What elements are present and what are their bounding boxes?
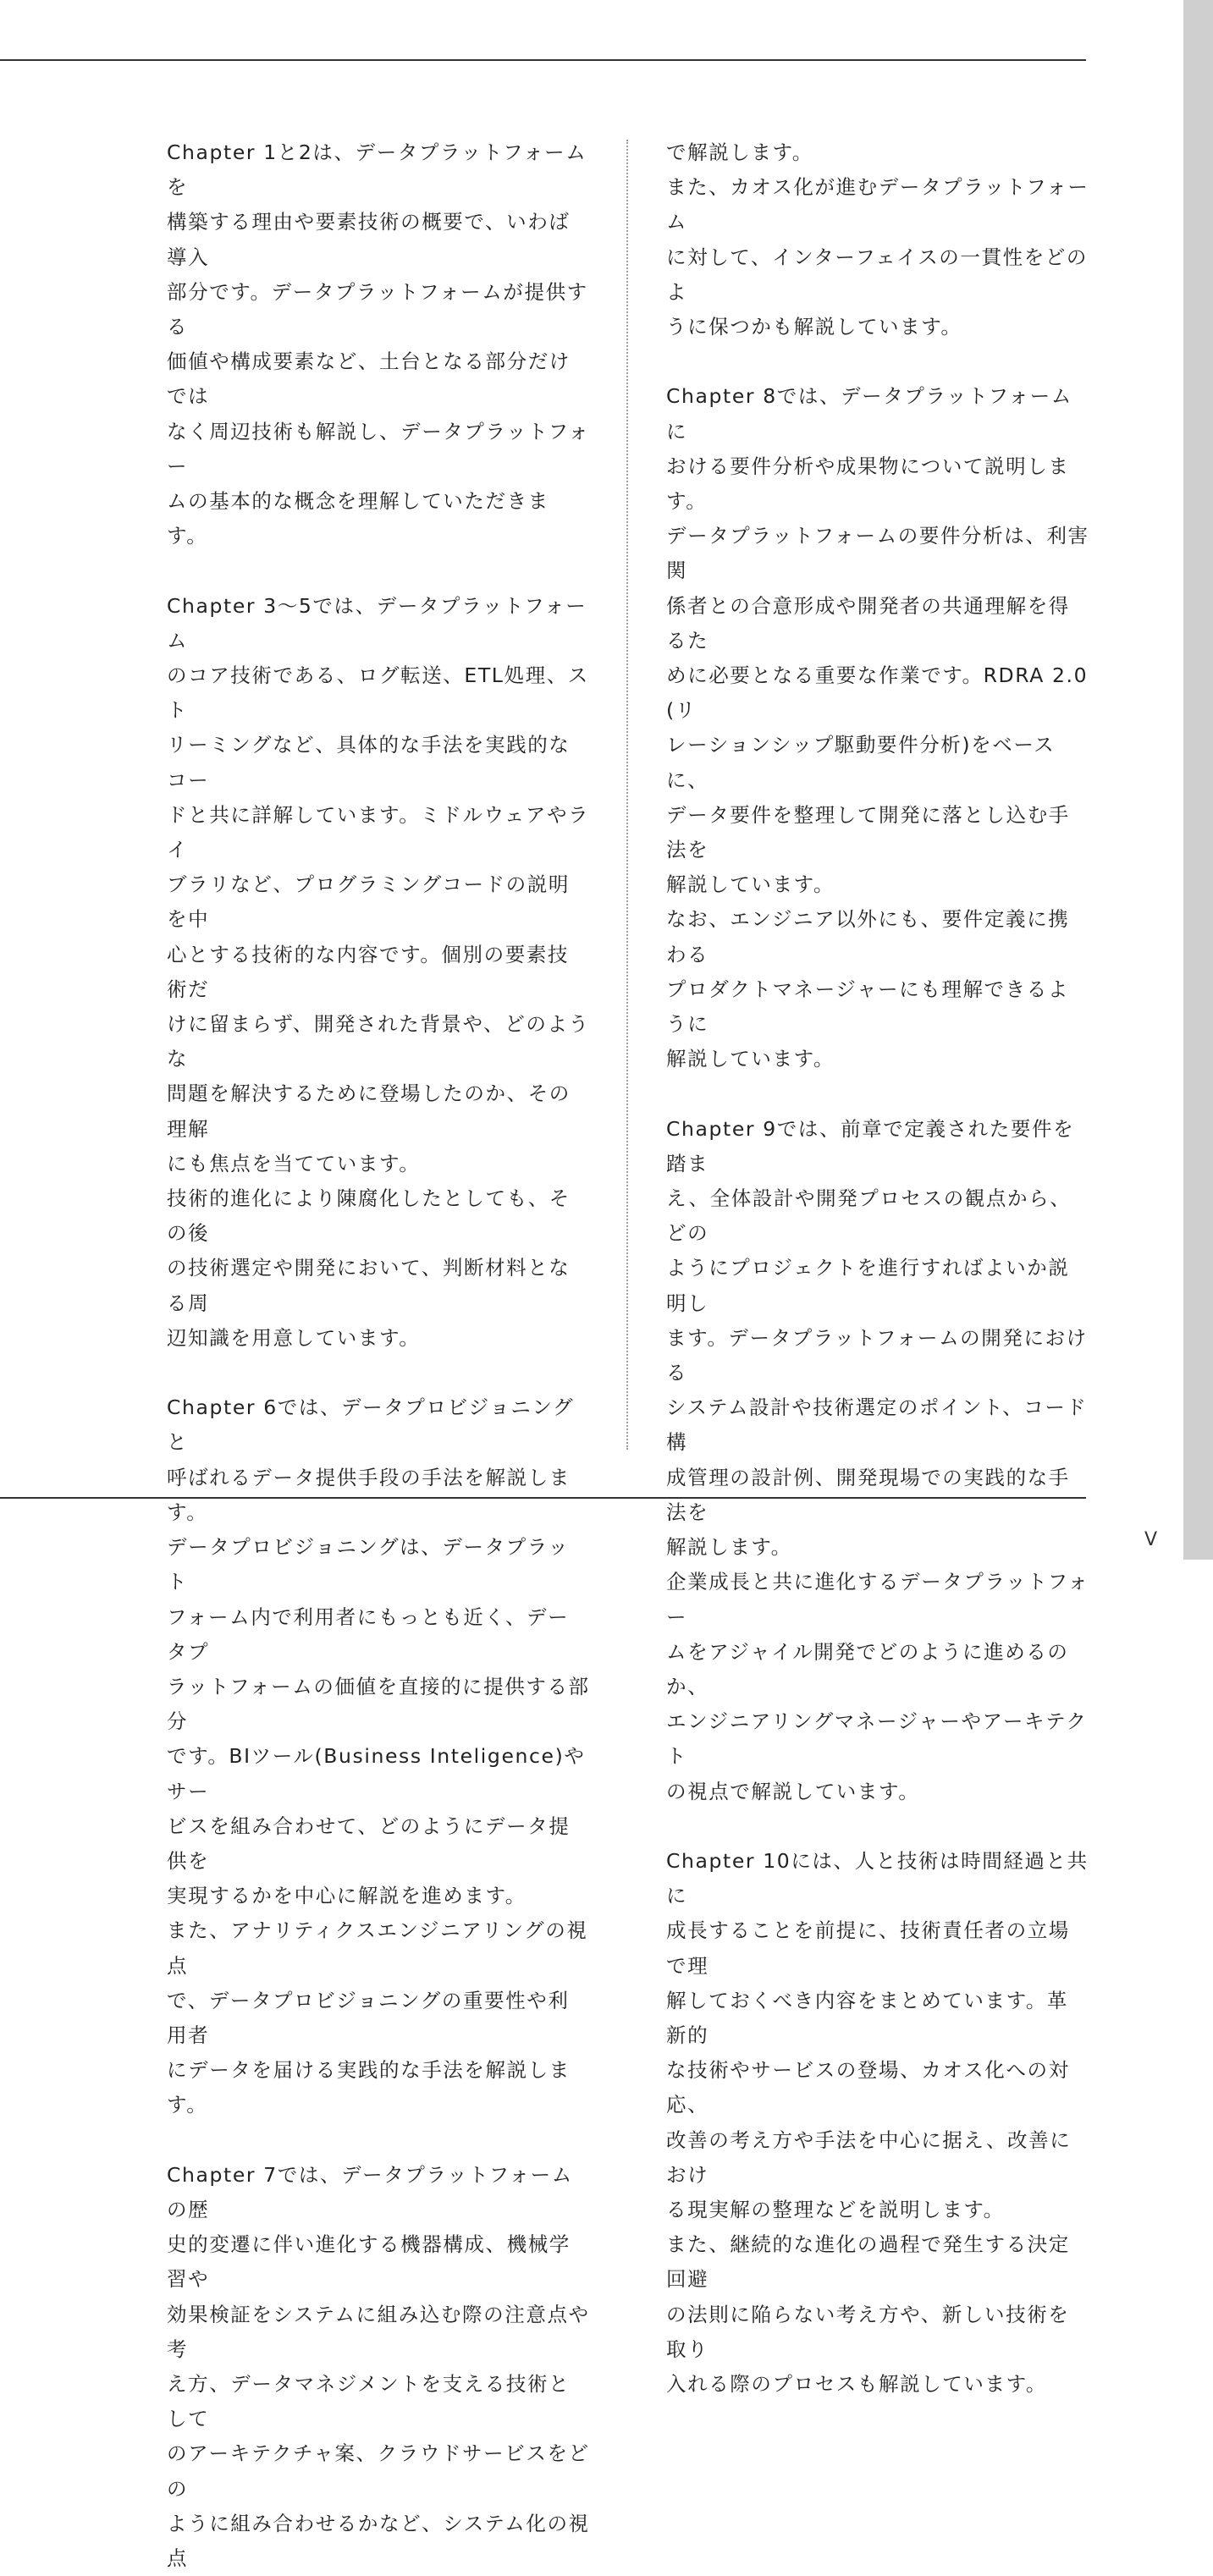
right-column: [666, 135, 1089, 2402]
paragraph-chapter-8-cont: なお、エンジニア以外にも、要件定義に携わる プロダクトマネージャーにも理解できるように 解説しています。: [666, 907, 1070, 1071]
paragraph-chapter-9-cont: 企業成長と共に進化するデータプラットフォー ムをアジャイル開発でどのように進めるのか、 エンジニアリングマネージャーやアーキテクト の視点で解説しています。: [666, 1570, 1089, 1803]
paragraph-chapter-6: Chapter 6では、データプロビジョニングと 呼ばれるデータ提供手段の手法を解説します。 データプロビジョニングは、データプラット フォーム内で利用者にもっとも近く、データプ ラットフォームの価値を直接的に提供する部分 です。BIツール(Business Inteligence)やサー ビスを組み合わせて、どのようにデータ提供を 実現するかを中心に解説を進めます。: [167, 1395, 590, 1908]
paragraph-chapter-3-5: Chapter 3〜5では、データプラットフォーム のコア技術である、ログ転送、ETL処理、スト リーミングなど、具体的な手法を実践的なコー ドと共に詳解しています。ミドルウェアやライ ブラリなど、プログラミングコードの説明を中 心とする技術的な内容です。個別の要素技術だ けに留まらず、開発された背景や、どのような 問題を解決するために登場したのか、その理解 にも焦点を当てています。: [167, 593, 590, 1175]
paragraph-chapter-9: Chapter 9では、前章で定義された要件を踏ま え、全体設計や開発プロセスの観点から、どの ようにプロジェクトを進行すればよいか説明し ます。データプラットフォームの開発における システム設計や技術選定のポイント、コード構 成管理の設計例、開発現場での実践的な手法を 解説します。: [666, 1116, 1088, 1560]
paragraph-chapter-8: Chapter 8では、データプラットフォームに おける要件分析や成果物について説明します。 データプラットフォームの要件分析は、利害関 係者との合意形成や開発者の共通理解を得るた めに必要となる重要な作業です。RDRA 2.0(リ レーションシップ駆動要件分析)をベースに、 データ要件を整理して開発に落とし込む手法を 解説しています。: [666, 384, 1089, 897]
paragraph-chapter-7-chaos: また、カオス化が進むデータプラットフォーム に対して、インターフェイスの一貫性をどのよ うに保つかも解説しています。: [666, 175, 1089, 339]
paragraph-chapter-10: Chapter 10には、人と技術は時間経過と共に 成長することを前提に、技術責任者の立場で理 解しておくべき内容をまとめています。革新的 な技術やサービスの登場、カオス化への対応、 改善の考え方や手法を中心に据え、改善におけ る現実解の整理などを説明します。: [666, 1848, 1089, 2221]
paragraph-chapter-7-cont: で解説します。: [666, 140, 813, 164]
paragraph-chapter-1-2: Chapter 1と2は、データプラットフォームを 構築する理由や要素技術の概要で、いわば導入 部分です。データプラットフォームが提供する 価値や構成要素など、土台となる部分だけでは なく周辺技術も解説し、データプラットフォー ムの基本的な概念を理解していただきます。: [167, 140, 590, 548]
top-rule: [0, 59, 1086, 61]
column-divider: [626, 140, 628, 1450]
paragraph-chapter-7: Chapter 7では、データプラットフォームの歴 史的変遷に伴い進化する機器構成、機械学習や 効果検証をシステムに組み込む際の注意点や考 え方、データマネジメントを支える技術として のアーキテクチャ案、クラウドサービスをどの ように組み合わせるかなど、システム化の視点: [167, 2162, 590, 2570]
page-number: V: [1144, 1529, 1158, 1550]
paragraph-chapter-3-5-cont: 技術的進化により陳腐化したとしても、その後 の技術選定や開発において、判断材料となる周 辺知識を用意しています。: [167, 1186, 571, 1350]
paragraph-chapter-6-cont: また、アナリティクスエンジニアリングの視点 で、データプロビジョニングの重要性や利用者 にデータを届ける実践的な手法を解説します。: [167, 1918, 588, 2117]
paragraph-chapter-10-cont: また、継続的な進化の過程で発生する決定回避 の法則に陥らない考え方や、新しい技術を取り 入れる際のプロセスも解説しています。: [666, 2232, 1070, 2396]
page-edge-band: [1183, 0, 1213, 1560]
left-column: [167, 135, 590, 2576]
